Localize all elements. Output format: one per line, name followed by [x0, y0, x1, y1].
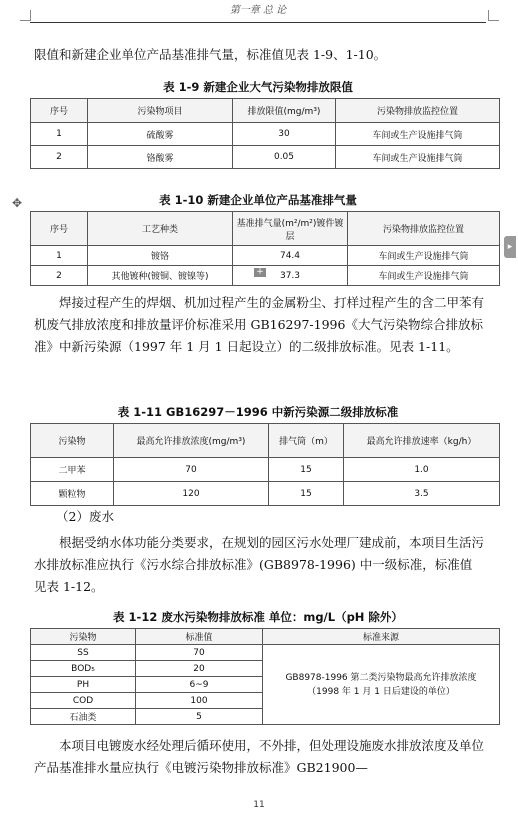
table-cell: 74.4 [233, 246, 348, 266]
table-cell: 15 [269, 458, 344, 482]
plus-icon[interactable]: + [254, 268, 266, 277]
table-cell: 2 [31, 146, 88, 169]
table12-caption: 表 1-12 废水污染物排放标准 单位：mg/L（pH 除外） [113, 610, 403, 624]
table11-caption: 表 1-11 GB16297－1996 中新污染源二级排放标准 [117, 405, 399, 419]
table-cell: 车间或生产设施排气筒 [348, 266, 500, 286]
table10-header: 基准排气量(m²/m²)镀件镀层 [233, 212, 348, 246]
crop-mark-top-right [488, 10, 499, 21]
table-cell: 镀铬 [88, 246, 233, 266]
table11-header: 排气筒（m） [269, 424, 344, 458]
crop-mark-top-left [20, 10, 31, 21]
table-cell: 石油类 [31, 709, 136, 725]
table12-header: 标准来源 [263, 629, 500, 645]
table-cell: 30 [233, 123, 336, 146]
table9-header: 排放限值(mg/m³) [233, 99, 336, 123]
page-number: 11 [253, 800, 265, 810]
table-cell: 6~9 [136, 677, 263, 693]
table-cell: 车间或生产设施排气筒 [336, 123, 500, 146]
table11-header: 污染物 [31, 424, 114, 458]
table-cell: 2 [31, 266, 88, 286]
table-1-9 [30, 98, 500, 169]
move-icon[interactable]: ✥ [12, 196, 23, 210]
table-1-12 [30, 628, 500, 725]
table-row [31, 482, 500, 506]
table-cell: 二甲苯 [31, 458, 114, 482]
table-cell: 20 [136, 661, 263, 677]
table10-header: 序号 [31, 212, 88, 246]
table9-header: 序号 [31, 99, 88, 123]
table12-header: 标准值 [136, 629, 263, 645]
paragraph-5: 本项目电镀废水经处理后循环使用，不外排，但处理设施废水排放浓度及单位产品基准排水量应执行《电镀污染物排放标准》GB21900— [34, 738, 485, 775]
table-cell: PH [31, 677, 136, 693]
table-cell: 其他镀种(镀铜、镀镍等) [88, 266, 233, 286]
table-cell: BOD₅ [31, 661, 136, 677]
table-cell: COD [31, 693, 136, 709]
table12-source: GB8978-1996 第二类污染物最高允许排放浓度（1998 年 1 月 1 日后建设的单位） [263, 645, 500, 725]
table10-caption: 表 1-10 新建企业单位产品基准排气量 [159, 193, 357, 207]
paragraph-2: 焊接过程产生的焊烟、机加过程产生的金属粉尘、打样过程产生的含二甲苯有机废气排放浓度和排放量评价标准采用 GB16297-1996《大气污染物综合排放标准》中新污染源（1997 年 1 月 1 日起设立）的二级排放标准。见表 1-11。 [34, 295, 485, 354]
table-row [31, 246, 500, 266]
table-cell: 15 [269, 482, 344, 506]
table-cell: 1 [31, 246, 88, 266]
table-row [31, 123, 500, 146]
table-cell: 硫酸雾 [88, 123, 233, 146]
paragraph-4: 根据受纳水体功能分类要求，在规划的园区污水处理厂建成前，本项目生活污水排放标准应执行《污水综合排放标准》(GB8978-1996) 中一级标准，标准值见表 1-12。 [34, 535, 485, 594]
paragraph-3: （2）废水 [56, 509, 114, 524]
table-cell: 1 [31, 123, 88, 146]
header-title: 第一章 总 论 [229, 5, 287, 16]
table-cell: 100 [136, 693, 263, 709]
table-row [31, 146, 500, 169]
table9-caption: 表 1-9 新建企业大气污染物排放限值 [163, 80, 353, 94]
table11-header: 最高允许排放速率（kg/h） [344, 424, 500, 458]
table-1-11 [30, 423, 500, 506]
table-cell: 70 [136, 645, 263, 661]
table-cell: 0.05 [233, 146, 336, 169]
table-row [31, 645, 500, 661]
table10-header: 污染物排放监控位置 [348, 212, 500, 246]
table-cell: 3.5 [344, 482, 500, 506]
table-row [31, 458, 500, 482]
table-cell: 车间或生产设施排气筒 [348, 246, 500, 266]
table-cell: 铬酸雾 [88, 146, 233, 169]
table11-header: 最高允许排放浓度(mg/m³) [114, 424, 269, 458]
table-cell: 70 [114, 458, 269, 482]
arrow-right-icon[interactable]: ▸ [504, 236, 516, 258]
table10-header: 工艺种类 [88, 212, 233, 246]
table9-header: 污染物项目 [88, 99, 233, 123]
table12-header: 污染物 [31, 629, 136, 645]
table-cell: 颗粒物 [31, 482, 114, 506]
page-header [30, 0, 486, 23]
table-cell: SS [31, 645, 136, 661]
table-cell: 车间或生产设施排气筒 [336, 146, 500, 169]
table-cell: 37.3 [233, 266, 348, 286]
table-cell: 120 [114, 482, 269, 506]
paragraph-1: 限值和新建企业单位产品基准排气量，标准值见表 1-9、1-10。 [34, 47, 387, 62]
table9-header: 污染物排放监控位置 [336, 99, 500, 123]
table-cell: 5 [136, 709, 263, 725]
table-cell: 1.0 [344, 458, 500, 482]
